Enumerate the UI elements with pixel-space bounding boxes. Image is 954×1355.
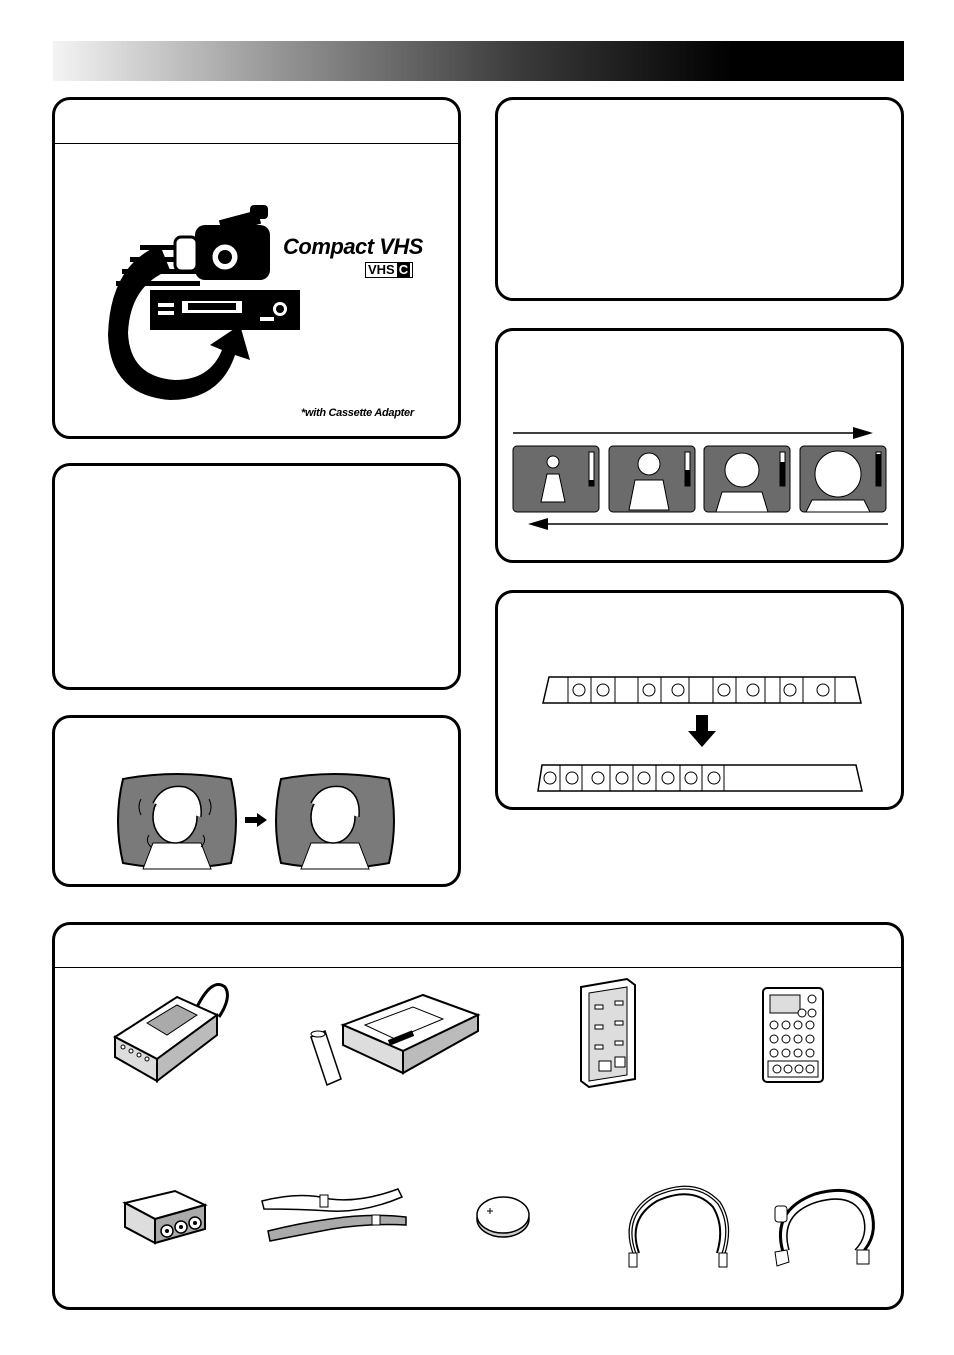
zoom-in-arrow — [513, 426, 873, 440]
zoom-frame-3 — [704, 446, 790, 512]
vhsc-badge — [365, 262, 413, 278]
stable-image-frame — [271, 773, 399, 869]
down-arrow-icon — [688, 715, 716, 747]
av-cable-icon — [615, 1175, 735, 1270]
zoom-frame-1 — [513, 446, 599, 512]
compact-vhs-logo-title: Compact VHS — [283, 234, 423, 259]
image-stabilizer-panel — [52, 715, 461, 887]
camcorder-icon — [175, 205, 270, 280]
panel-divider — [55, 967, 901, 968]
vcr-icon — [150, 290, 300, 330]
arrow-right-icon — [245, 813, 267, 827]
camcorder-to-vcr-illustration — [100, 205, 300, 405]
shaky-image-frame — [113, 773, 241, 869]
shoulder-strap-icon — [260, 1183, 410, 1248]
cassette-adapter-caption: *with Cassette Adapter — [301, 407, 414, 419]
s-video-cable-icon — [769, 1180, 879, 1270]
ac-power-adapter-icon — [107, 977, 232, 1087]
feature-panel-middle-left — [52, 463, 461, 690]
zoom-panel — [495, 328, 904, 563]
tape-before-illustration — [543, 675, 863, 705]
feature-panel-top-right — [495, 97, 904, 301]
aa-battery-icon — [311, 1031, 341, 1085]
page-header-bar — [53, 41, 904, 81]
zoom-frame-4 — [800, 446, 886, 512]
zoom-out-arrow — [528, 517, 888, 531]
vhsc-badge-c: C — [398, 262, 409, 277]
zoom-frames — [513, 444, 888, 514]
scart-adapter-icon — [115, 1183, 215, 1258]
lithium-coin-battery-icon — [475, 1193, 531, 1239]
battery-pack-icon — [575, 975, 645, 1090]
compact-vhs-panel — [52, 97, 461, 439]
scene-gap-panel — [495, 590, 904, 810]
remote-control-icon — [760, 985, 830, 1085]
vhsc-badge-main: VHS — [368, 262, 395, 277]
zoom-frame-2 — [609, 446, 695, 512]
cassette-adapter-icon — [303, 985, 483, 1090]
panel-divider — [55, 143, 458, 144]
tape-after-illustration — [538, 763, 863, 793]
accessories-panel — [52, 922, 904, 1310]
